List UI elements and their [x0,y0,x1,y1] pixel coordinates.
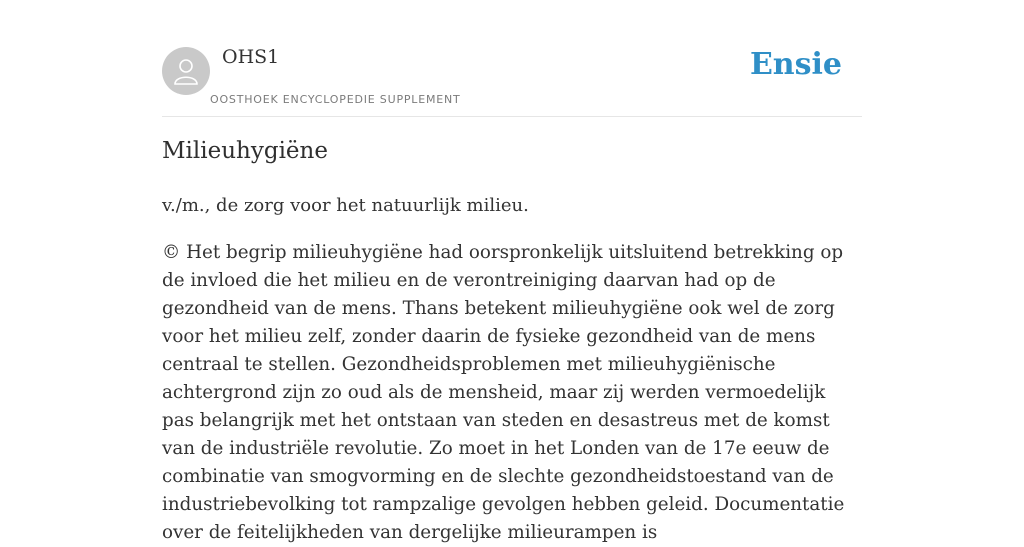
page-title: Milieuhygiëne [162,138,328,164]
page-header [162,0,862,117]
avatar[interactable] [162,47,210,95]
user-name[interactable]: OHS1 [222,46,280,68]
definition-text: v./m., de zorg voor het natuurlijk milieu. [162,195,529,216]
brand-logo[interactable]: Ensie [749,47,842,82]
source-label[interactable]: OOSTHOEK ENCYCLOPEDIE SUPPLEMENT [210,93,461,106]
article-body: © Het begrip milieuhygiëne had oorspronkelijk uitsluitend betrekking op de invloed die het milieu en de verontreiniging daarvan had op de gezondheid van de mens. Thans betekent milieuhygiëne ook wel de zorg voor het milieu zelf, zonder daarin de fysieke gezondheid van de mens centraal te stellen. Gezondheidsproblemen met milieuhygiënische achtergrond zijn zo oud als de mensheid, maar zij werden vermoedelijk pas belangrijk met het ontstaan van steden en desastreus met de komst van de industriële revolutie. Zo moet in het Londen van de 17e eeuw de combinatie van smogvorming en de slechte gezondheidstoestand van de industriebevolking tot rampzalige gevolgen hebben geleid. Documentatie over de feitelijkheden van dergelijke milieurampen is [162,242,845,543]
page-container [162,0,862,543]
user-icon [171,56,201,86]
